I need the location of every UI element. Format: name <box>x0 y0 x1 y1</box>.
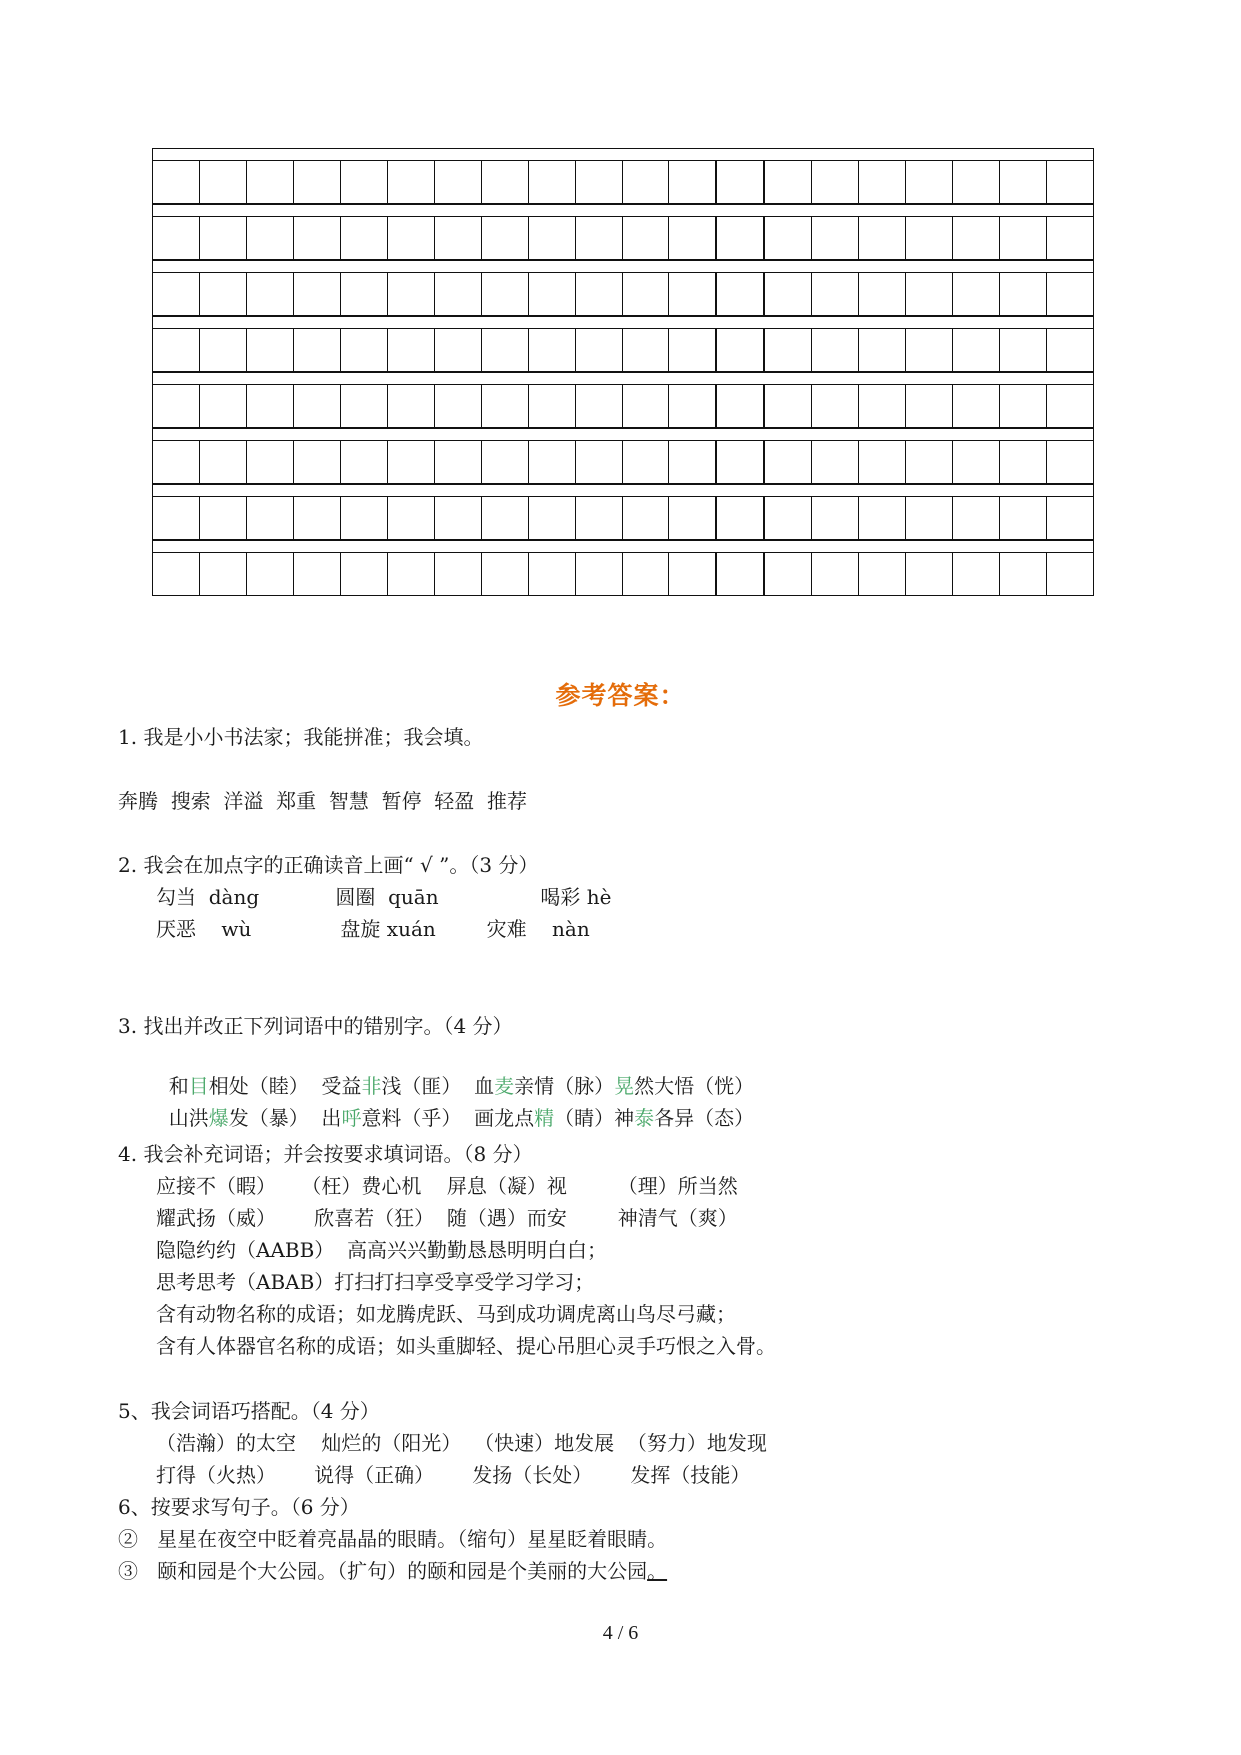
grid-cell <box>200 217 247 259</box>
grid-cell <box>294 553 341 595</box>
grid-cell <box>717 273 765 315</box>
grid-cell <box>765 553 812 595</box>
grid-cell <box>482 497 529 539</box>
grid-row <box>152 316 1094 372</box>
grid-cell <box>341 161 388 203</box>
grid-cell <box>388 217 435 259</box>
grid-cell <box>669 329 717 371</box>
grid-cell <box>482 441 529 483</box>
wrong-char: 目 <box>188 1074 209 1098</box>
grid-cell <box>717 217 765 259</box>
section-5-heading: 5、我会词语巧搭配。（4 分） <box>118 1399 380 1423</box>
grid-cell <box>576 273 623 315</box>
text-segment: 然大悟（恍） <box>634 1074 755 1098</box>
grid-cell <box>482 161 529 203</box>
grid-cell <box>576 441 623 483</box>
section-5-line-2: 打得（火热） 说得（正确） 发扬（长处） 发挥（技能） <box>156 1463 751 1487</box>
grid-cell <box>200 329 247 371</box>
grid-cells <box>152 272 1094 316</box>
grid-cell <box>906 161 953 203</box>
grid-cell <box>717 497 765 539</box>
text-segment: 浅（匪） 血 <box>381 1074 495 1098</box>
section-4-line-5: 含有动物名称的成语；如龙腾虎跃、马到成功调虎离山鸟尽弓藏； <box>156 1302 736 1326</box>
grid-cell <box>247 329 294 371</box>
grid-cell <box>765 329 812 371</box>
grid-cell <box>576 217 623 259</box>
grid-cell <box>153 497 200 539</box>
grid-cell <box>247 161 294 203</box>
grid-cell <box>906 329 953 371</box>
text-segment: 亲情（脉） <box>514 1074 615 1098</box>
text-segment: 发（暴） 出 <box>228 1106 342 1130</box>
grid-cell <box>623 497 670 539</box>
grid-cell <box>669 385 717 427</box>
wrong-char: 非 <box>361 1074 382 1098</box>
grid-cell <box>953 273 1000 315</box>
grid-cell <box>765 497 812 539</box>
grid-cell <box>669 217 717 259</box>
grid-row-spacer <box>152 260 1094 272</box>
grid-cell <box>388 329 435 371</box>
text-segment: 相处（睦） 受益 <box>208 1074 362 1098</box>
grid-cell <box>1000 497 1047 539</box>
section-6-heading: 6、按要求写句子。（6 分） <box>118 1495 360 1519</box>
section-5-line-1: （浩瀚）的太空 灿烂的（阳光） （快速）地发展 （努力）地发现 <box>156 1431 767 1455</box>
grid-cell <box>953 441 1000 483</box>
grid-cell <box>200 385 247 427</box>
grid-cell <box>247 217 294 259</box>
grid-cell <box>812 497 859 539</box>
grid-cell <box>906 497 953 539</box>
grid-cell <box>341 329 388 371</box>
section-2-heading: 2. 我会在加点字的正确读音上画“ √ ”。（3 分） <box>118 853 539 877</box>
grid-cell <box>1000 329 1047 371</box>
grid-cell <box>906 441 953 483</box>
grid-cells <box>152 496 1094 540</box>
grid-cell <box>812 161 859 203</box>
wrong-char: 麦 <box>494 1074 515 1098</box>
grid-cell <box>153 385 200 427</box>
text-segment: 和 <box>168 1074 189 1098</box>
grid-row <box>152 484 1094 540</box>
grid-cell <box>1000 273 1047 315</box>
grid-cell <box>669 553 717 595</box>
grid-cell <box>1047 385 1093 427</box>
text-segment: （睛）神 <box>554 1106 635 1130</box>
grid-cell <box>1000 161 1047 203</box>
grid-cell <box>1047 553 1093 595</box>
grid-cell <box>294 161 341 203</box>
grid-cell <box>341 497 388 539</box>
grid-cell <box>482 217 529 259</box>
wrong-char: 呼 <box>341 1106 362 1130</box>
grid-cell <box>529 217 576 259</box>
section-2-line-1: 勾当 dàng 圆圈 quān 喝彩 hè <box>156 885 612 909</box>
grid-cell <box>294 273 341 315</box>
grid-row <box>152 428 1094 484</box>
section-4-heading: 4. 我会补充词语；并会按要求填词语。（8 分） <box>118 1142 533 1166</box>
grid-cell <box>623 273 670 315</box>
grid-cell <box>435 217 482 259</box>
grid-cell <box>153 217 200 259</box>
grid-cell <box>200 441 247 483</box>
grid-row-spacer <box>152 316 1094 328</box>
grid-cell <box>1047 329 1093 371</box>
grid-cells <box>152 328 1094 372</box>
grid-cell <box>341 273 388 315</box>
grid-cell <box>953 553 1000 595</box>
grid-cell <box>529 329 576 371</box>
grid-cell <box>859 497 906 539</box>
grid-cell <box>529 497 576 539</box>
grid-cell <box>529 161 576 203</box>
grid-cell <box>435 497 482 539</box>
grid-cell <box>623 553 670 595</box>
section-4-line-2: 耀武扬（威） 欣喜若（狂） 随（遇）而安 神清气（爽） <box>156 1206 738 1230</box>
grid-cell <box>812 273 859 315</box>
grid-cell <box>717 553 765 595</box>
grid-cell <box>576 385 623 427</box>
page-number: 4 / 6 <box>602 1622 639 1644</box>
section-2-line-2: 厌恶 wù 盘旋 xuán 灾难 nàn <box>156 917 590 941</box>
grid-cell <box>294 497 341 539</box>
grid-cell <box>1000 217 1047 259</box>
grid-cells <box>152 552 1094 596</box>
grid-cell <box>765 217 812 259</box>
grid-cell <box>623 329 670 371</box>
grid-cell <box>812 441 859 483</box>
grid-cell <box>482 385 529 427</box>
grid-cell <box>247 441 294 483</box>
grid-cells <box>152 384 1094 428</box>
grid-cell <box>341 553 388 595</box>
grid-cell <box>200 497 247 539</box>
grid-cell <box>906 273 953 315</box>
grid-cell <box>529 385 576 427</box>
grid-cell <box>623 385 670 427</box>
text-segment: 山洪 <box>168 1106 209 1130</box>
section-3-line-2 <box>156 1076 754 1132</box>
grid-cell <box>859 553 906 595</box>
grid-cell <box>906 217 953 259</box>
grid-cell <box>153 441 200 483</box>
grid-cell <box>435 161 482 203</box>
section-6-line-1: ② 星星在夜空中眨着亮晶晶的眼睛。（缩句）星星眨着眼睛。 <box>118 1527 668 1551</box>
grid-cell <box>812 217 859 259</box>
grid-cell <box>669 161 717 203</box>
wrong-char: 泰 <box>634 1106 655 1130</box>
grid-cell <box>435 553 482 595</box>
grid-cell <box>906 553 953 595</box>
grid-cell <box>717 385 765 427</box>
grid-cell <box>717 161 765 203</box>
grid-cell <box>435 441 482 483</box>
grid-cell <box>247 497 294 539</box>
grid-cell <box>576 553 623 595</box>
grid-cell <box>859 217 906 259</box>
grid-cell <box>1047 273 1093 315</box>
grid-cell <box>953 217 1000 259</box>
grid-cell <box>623 161 670 203</box>
section-4-line-6: 含有人体器官名称的成语；如头重脚轻、提心吊胆心灵手巧恨之入骨。 <box>156 1334 776 1358</box>
grid-row-spacer <box>152 540 1094 552</box>
grid-cell <box>247 553 294 595</box>
grid-cell <box>812 385 859 427</box>
wrong-char: 精 <box>534 1106 555 1130</box>
grid-cell <box>294 329 341 371</box>
grid-cell <box>341 441 388 483</box>
grid-cell <box>388 553 435 595</box>
grid-row <box>152 372 1094 428</box>
grid-cell <box>812 329 859 371</box>
text-segment: 各异（态） <box>654 1106 755 1130</box>
grid-cell <box>1047 217 1093 259</box>
grid-cell <box>294 441 341 483</box>
grid-cell <box>765 385 812 427</box>
grid-row-spacer <box>152 372 1094 384</box>
grid-cell <box>247 273 294 315</box>
text-segment: 意料（乎） 画龙点 <box>361 1106 535 1130</box>
grid-cell <box>1000 441 1047 483</box>
grid-cell <box>153 161 200 203</box>
grid-cell <box>717 441 765 483</box>
grid-cell <box>341 217 388 259</box>
grid-cell <box>153 273 200 315</box>
grid-cell <box>388 497 435 539</box>
grid-cell <box>859 385 906 427</box>
grid-cell <box>576 161 623 203</box>
grid-row-spacer <box>152 148 1094 160</box>
grid-cells <box>152 216 1094 260</box>
text-segment: ③ 颐和园是个大公园。（扩句）的颐和园是个美丽的大公园 <box>118 1559 648 1583</box>
grid-cell <box>623 441 670 483</box>
section-1-words: 奔腾 搜索 洋溢 郑重 智慧 暂停 轻盈 推荐 <box>118 789 528 813</box>
grid-cell <box>953 497 1000 539</box>
grid-cell <box>247 385 294 427</box>
section-1-heading: 1. 我是小小书法家；我能拼准；我会填。 <box>118 725 484 749</box>
wrong-char: 爆 <box>208 1106 229 1130</box>
grid-cell <box>482 553 529 595</box>
grid-cell <box>859 273 906 315</box>
grid-row <box>152 148 1094 204</box>
grid-row <box>152 260 1094 316</box>
grid-cell <box>669 441 717 483</box>
grid-cell <box>200 553 247 595</box>
section-3-heading: 3. 找出并改正下列词语中的错别字。（4 分） <box>118 1014 513 1038</box>
grid-cell <box>529 273 576 315</box>
grid-row-spacer <box>152 484 1094 496</box>
grid-cell <box>1047 441 1093 483</box>
grid-cell <box>1000 553 1047 595</box>
grid-cell <box>153 553 200 595</box>
grid-row <box>152 540 1094 596</box>
grid-cell <box>435 329 482 371</box>
underlined-period: 。 <box>647 1559 668 1583</box>
grid-row-spacer <box>152 204 1094 216</box>
grid-cell <box>153 329 200 371</box>
grid-row-spacer <box>152 428 1094 440</box>
grid-cell <box>435 385 482 427</box>
grid-cell <box>906 385 953 427</box>
grid-row <box>152 204 1094 260</box>
grid-cell <box>200 161 247 203</box>
grid-cell <box>953 161 1000 203</box>
grid-cells <box>152 440 1094 484</box>
grid-cell <box>435 273 482 315</box>
writing-grid <box>152 148 1094 596</box>
grid-cell <box>765 273 812 315</box>
grid-cell <box>623 217 670 259</box>
grid-cell <box>859 161 906 203</box>
grid-cell <box>765 441 812 483</box>
grid-cell <box>388 161 435 203</box>
grid-cell <box>669 273 717 315</box>
grid-cell <box>341 385 388 427</box>
grid-cell <box>812 553 859 595</box>
section-6-line-2 <box>118 1557 667 1585</box>
grid-cell <box>953 385 1000 427</box>
grid-cell <box>1000 385 1047 427</box>
grid-cell <box>482 273 529 315</box>
section-4-line-1: 应接不（暇） （枉）费心机 屏息（凝）视 （理）所当然 <box>156 1174 738 1198</box>
grid-cell <box>388 441 435 483</box>
section-4-line-3: 隐隐约约（AABB） 高高兴兴勤勤恳恳明明白白； <box>156 1238 607 1262</box>
wrong-char: 晃 <box>614 1074 635 1098</box>
grid-cell <box>1047 497 1093 539</box>
grid-cell <box>482 329 529 371</box>
grid-cell <box>294 385 341 427</box>
grid-cell <box>669 497 717 539</box>
grid-cell <box>765 161 812 203</box>
grid-cell <box>388 385 435 427</box>
section-4-line-4: 思考思考（ABAB）打扫打扫享受享受学习学习； <box>156 1270 595 1294</box>
grid-cell <box>859 329 906 371</box>
grid-cell <box>294 217 341 259</box>
grid-cell <box>953 329 1000 371</box>
grid-cell <box>717 329 765 371</box>
answer-title: 参考答案： <box>555 681 686 710</box>
grid-cell <box>576 329 623 371</box>
grid-cell <box>388 273 435 315</box>
grid-cells <box>152 160 1094 204</box>
grid-cell <box>200 273 247 315</box>
grid-cell <box>529 553 576 595</box>
grid-cell <box>576 497 623 539</box>
grid-cell <box>1047 161 1093 203</box>
grid-cell <box>859 441 906 483</box>
grid-cell <box>529 441 576 483</box>
